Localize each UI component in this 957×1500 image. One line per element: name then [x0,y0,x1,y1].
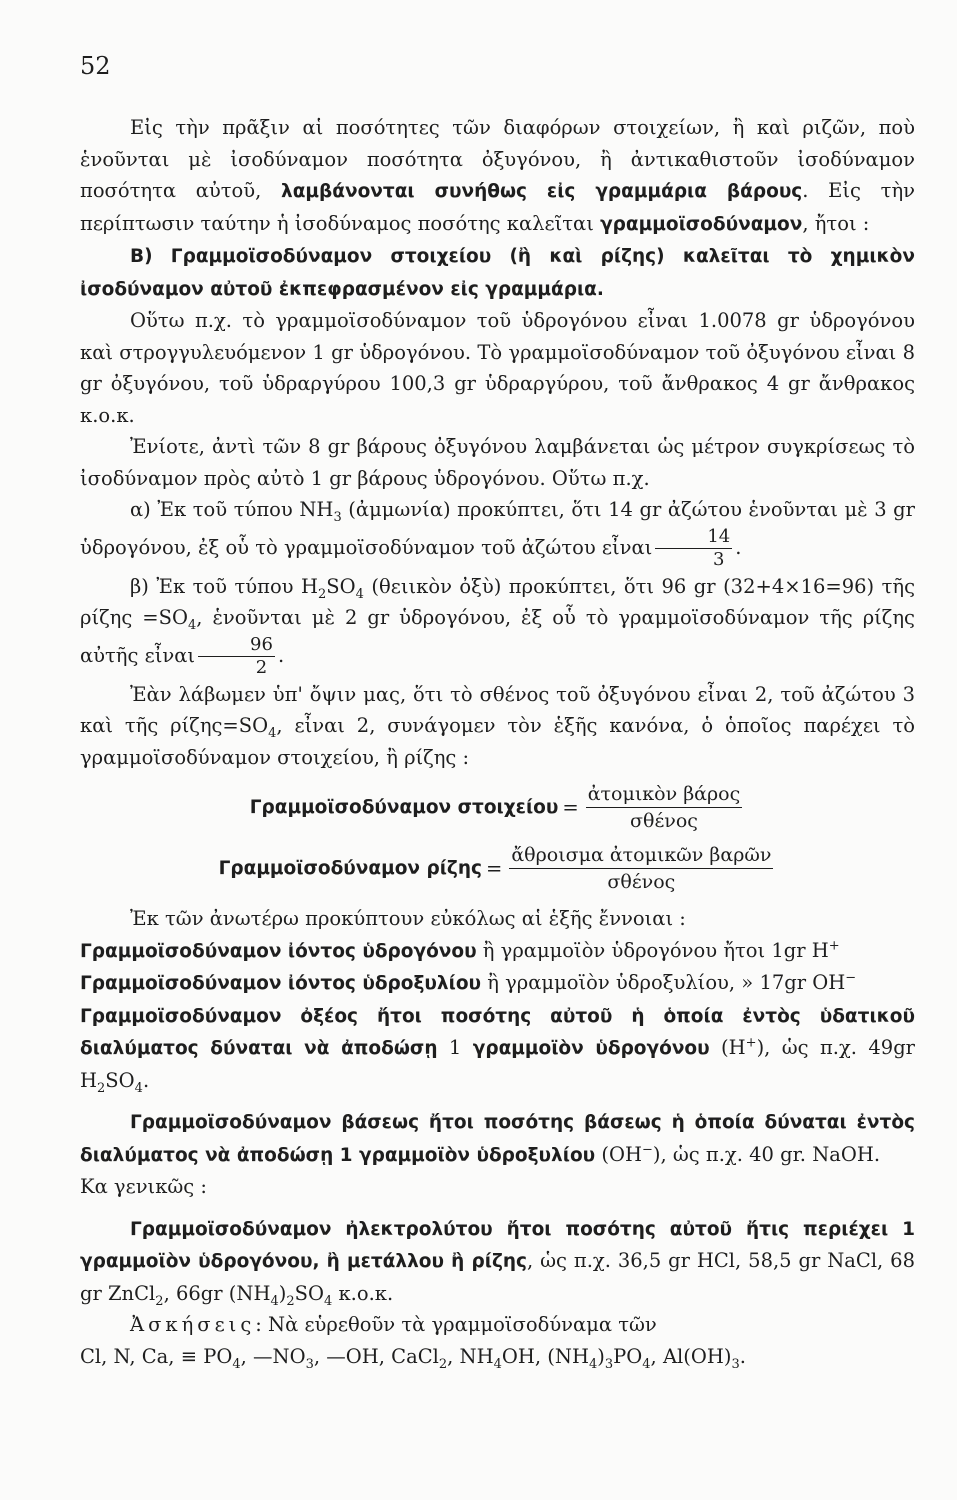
text-run: . Εἰς τὴν περίπτωσιν ταύτην ἡ ἰσοδύναμος ποσότης καλεῖται [80,179,915,235]
subscript: 3 [305,1356,314,1372]
subscript: 2 [286,1293,295,1309]
subscript: 4 [187,617,197,633]
subscript: 2 [97,1080,106,1096]
numerator: 14 [655,526,732,549]
bold-run: γραμμοϊσοδύναμον [600,213,803,235]
subscript: 3 [731,1356,740,1372]
superscript: − [641,1142,653,1157]
definitions-list [80,935,915,1097]
text-run: : Νὰ εὑρεθοῦν τὰ γραμμοϊσοδύναμα τῶν [255,1313,657,1336]
subscript: 4 [323,1293,333,1309]
denominator: σθένος [630,810,698,832]
exercises-list [80,1341,915,1373]
text-run: , ἤτοι : [802,211,870,235]
formula-element [80,781,915,834]
text-run: ἢ γραμμοϊὸν ὑδροξυλίου, » 17gr OH [481,971,846,994]
bold-run: Γραμμοϊσοδύναμον βάσεως ἤτοι ποσότης βάσεως ἡ ὁποία δύναται ἐντὸς διαλύματος νὰ ἀποδώσῃ 1 γραμμοϊὸν ὑδροξυλίου [80,1112,915,1166]
formula-label: Γραμμοϊσοδύναμον ρίζης [218,857,482,879]
numerator: ἄθροισμα ἀτομικῶν βαρῶν [509,842,773,869]
subscript: 3 [604,1356,614,1372]
text-run: (H [709,1036,746,1059]
text-run: , ὡς π.χ. 36,5 gr HCl, 58,5 gr NaCl, 68 gr ZnCl [80,1249,915,1305]
page-body [80,112,915,1372]
paragraph-intro [80,112,915,240]
subscript: 4 [268,725,277,741]
text-run: ) [597,1344,605,1368]
formula-label: Γραμμοϊσοδύναμον στοιχείου [249,796,559,818]
text-run: ) [278,1281,287,1305]
subscript: 4 [642,1356,651,1372]
example-beta: β) Ἐκ τοῦ τύπου $H_2SO_4$ (θειικὸν ὀξὺ) προκύπτει, ὅτι 96 gr (32+4×16=96) τῆς $\rho ί\zeta\eta\varsigma =SO_4$, ἑνοῦνται μὲ 2 gr ὑδρογόνου, ἐξ οὗ τὸ γραμμοϊσοδύναμον τῆς ρίζης αὐτῆς εἶναι $\frac{96}{2}$ . [80,574,915,678]
subscript: 4 [232,1356,241,1372]
text-run: , ἑνοῦνται μὲ 2 gr ὑδρογόνου, ἐξ οὗ τὸ γραμμοϊσοδύναμον τῆς ρίζης αὐτῆς εἶναι [80,606,915,667]
equals-sign: = [485,856,503,880]
paragraph-example: Οὕτω π.χ. τὸ γραμμοϊσοδύναμον τοῦ ὑδρογόνου εἶναι 1.0078 gr ὑδρογόνου καὶ στρογγυλευόμενον 1 gr ὑδρογόνου. Τὸ γραμμοϊσοδύναμον τοῦ ὀξυγόνου εἶναι 8 gr ὀξυγόνου, τοῦ ὑδραργύρου 100,3 gr ὑδραργύρου, τοῦ ἄνθρακος 4 gr ἄνθρακος κ.ο.κ. [80,309,915,427]
subscript: 3 [333,509,342,525]
subscript: 4 [588,1356,598,1372]
superscript: − [845,970,857,986]
fraction [509,842,773,895]
text-run: (OH [595,1142,642,1166]
subscript: 2 [438,1356,448,1372]
exercises-label: Ἀσκήσεις [130,1313,256,1336]
denominator: 2 [255,656,268,678]
paragraph-rule [80,679,915,774]
bold-run: Γραμμοϊσοδύναμον ἰόντος ὑδρογόνου [80,940,477,962]
text-run: ἢ γραμμοϊὸν ὑδρογόνου ἤτοι 1gr H [476,938,829,962]
text-run: α) Ἐκ τοῦ τύπου NH [130,498,334,521]
definition-hydrogen-ion [80,935,915,968]
text-run: OH, (NH [501,1344,589,1368]
example-alpha: α) Ἐκ τοῦ τύπου $NH_3$ (ἀμμωνία) προκύπτει, ὅτι 14 gr ἀζώτου ἑνοῦνται μὲ 3 gr ὑδρογόνου, ἐξ οὗ τὸ γραμμοϊσοδύναμον τοῦ ἀζώτου εἶναι $\frac{14}{3}$ . [80,498,915,570]
fraction [586,781,743,834]
text-run: Εἰς τὴν πρᾶξιν αἱ ποσότητες τῶν διαφόρων στοιχείων, ἢ καὶ ριζῶν, ποὺ ἑνοῦνται μὲ ἰσοδύναμον ποσότητα ὀξυγόνου, ἢ ἀντικαθιστοῦν ἰσοδύναμον ποσότητα αὐτοῦ, [80,116,915,202]
subscript: 4 [270,1293,279,1309]
definition-acid [80,1000,915,1097]
exercises-heading [80,1309,915,1341]
text-run: (ἀμμωνία) προκύπτει, ὅτι 14 gr ἀζώτου ἑνοῦνται μὲ 3 gr ὑδρογόνου, ἐξ οὗ τὸ γραμμοϊσοδύναμον τοῦ ἀζώτου εἶναι [80,498,915,559]
numerator: 96 [198,634,275,657]
text-run: (θειικὸν ὀξὺ) προκύπτει, ὅτι 96 gr (32+4×16=96) τῆς ρίζης =SO [80,574,915,629]
text-run: 1 [437,1036,473,1059]
subscript: 4 [134,1080,143,1096]
text-run: ), ὡς π.χ. 40 gr. NaOH. [652,1142,881,1166]
fraction [198,634,275,679]
subscript: 2 [155,1293,164,1309]
bold-run: γραμμοϊὸν ὑδρογόνου [472,1038,710,1059]
bold-run: Β) Γραμμοϊσοδύναμον στοιχείου (ἢ καὶ ρίζης) καλεῖται τὸ χημικὸν ἰσοδύναμον αὐτοῦ ἐκπεφρασμένον εἰς γραμμάρια. [80,246,915,300]
text-run: PO [613,1344,643,1368]
bold-run: λαμβάνονται συνήθως εἰς γραμμάρια βάρους [281,181,803,202]
text-run: , εἶναι 2, συνάγομεν τὸν ἑξῆς κανόνα, ὁ ὁποῖος παρέχει τὸ γραμμοϊσοδύναμον στοιχείου, ἢ ρίζης : [80,714,915,769]
text-run: . [739,1344,746,1368]
text-run: , 66gr (NH [163,1281,271,1305]
subscript: 2 [318,586,327,602]
text-run: Cl, N, Ca, ≡ PO [80,1344,233,1368]
text-run: β) Ἐκ τοῦ τύπου H [130,574,319,598]
text-run: Ἐὰν λάβωμεν ὑπ' ὄψιν μας, ὅτι τὸ σθένος τοῦ ὀξυγόνου εἶναι 2, τοῦ ἀζώτου 3 καὶ τῆς ρίζης=SO [80,682,915,737]
superscript: + [745,1035,757,1051]
definition-hydroxyl-ion [80,967,915,1000]
equals-sign: = [562,795,579,819]
bold-run: Γραμμοϊσοδύναμον ἰόντος ὑδροξυλίου [80,973,482,994]
definition-base [80,1106,915,1171]
paragraph-alternative: Ἐνίοτε, ἀντὶ τῶν 8 gr βάρους ὀξυγόνου λαμβάνεται ὡς μέτρον συγκρίσεως τὸ ἰσοδύναμον πρὸς αὐτὸ 1 gr βάρους ὑδρογόνου. Οὕτω π.χ. [80,435,915,490]
text-run: SO [105,1068,135,1092]
definition-b [80,240,915,305]
text-run: SO [294,1281,324,1305]
paragraph-generally: Κα γενικῶς : [80,1175,207,1198]
denominator: 3 [713,548,725,570]
bold-run: Γραμμοϊσοδύναμον ἠλεκτρολύτου ἤτοι ποσότης αὐτοῦ ἤτις περιέχει 1 γραμμοϊὸν ὑδρογόνου, ἢ μετάλλου ἢ ρίζης [80,1218,915,1272]
subscript: 4 [493,1356,502,1372]
page-number: 52 [80,52,111,80]
text-run: , —NO [240,1344,306,1368]
superscript: + [828,938,840,953]
text-run: SO [326,574,356,598]
text-run: ), ὡς π.χ. 49gr H [80,1036,916,1092]
paragraph-concepts: Ἐκ τῶν ἀνωτέρω προκύπτουν εὐκόλως αἱ ἑξῆς ἔννοιαι : [130,907,686,930]
definition-electrolyte [80,1213,915,1310]
bold-run: Γραμμοϊσοδύναμον ὀξέος ἤτοι ποσότης αὐτοῦ ἡ ὁποία ἐντὸς ὑδατικοῦ διαλύματος δύναται νὰ ἀποδώσῃ [80,1005,915,1059]
numerator: ἀτομικὸν βάρος [586,781,743,808]
text-run: κ.ο.κ. [332,1281,394,1305]
text-run: . [142,1068,150,1092]
formula-radical [80,842,915,895]
text-run: , NH [447,1344,494,1368]
text-run: , Al(OH) [650,1344,732,1368]
spacer [80,1203,915,1213]
subscript: 4 [355,586,364,602]
fraction [655,526,732,571]
spacer [80,1096,915,1106]
denominator: σθένος [607,871,676,893]
text-run: , —OH, CaCl [313,1344,439,1368]
